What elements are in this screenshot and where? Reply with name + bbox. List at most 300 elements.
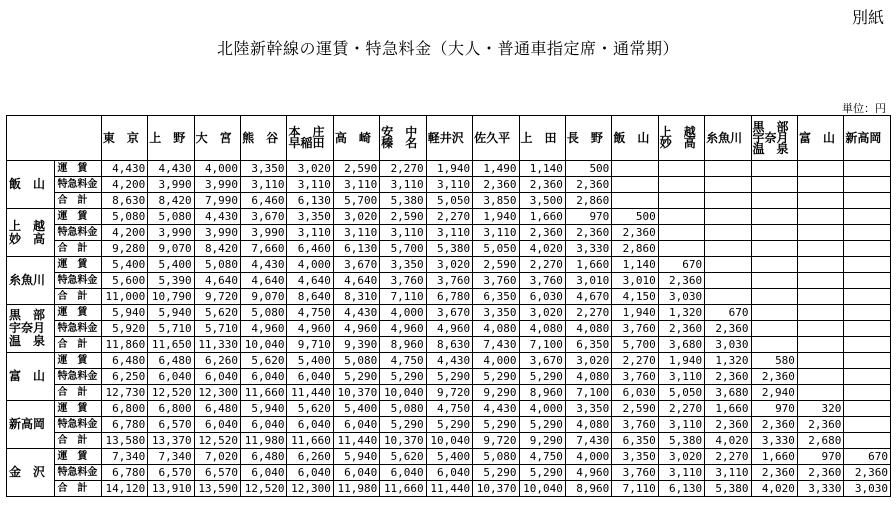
- station-row-header: 飯 山: [7, 161, 55, 209]
- fare-cell: 4,670: [565, 289, 611, 305]
- fare-cell: 4,960: [426, 321, 472, 337]
- fare-cell: 2,270: [380, 161, 426, 177]
- fare-cell: 5,620: [241, 353, 287, 369]
- fare-cell: 3,110: [426, 177, 472, 193]
- column-header: 黒 部 宇奈月 温 泉: [751, 116, 797, 161]
- fare-type-label: 特急料金: [55, 465, 101, 481]
- fare-cell: 970: [565, 209, 611, 225]
- fare-cell: 5,050: [473, 241, 519, 257]
- fare-cell: 3,670: [241, 209, 287, 225]
- fare-cell: 5,080: [194, 257, 240, 273]
- fare-cell: 6,130: [658, 481, 704, 497]
- fare-cell: 3,760: [380, 273, 426, 289]
- fare-cell: 8,420: [148, 193, 194, 209]
- fare-cell: 9,710: [287, 337, 333, 353]
- fare-cell: 6,260: [194, 353, 240, 369]
- fare-type-label: 合 計: [55, 193, 101, 209]
- fare-cell: 8,960: [519, 385, 565, 401]
- fare-cell: 3,020: [333, 209, 379, 225]
- fare-cell: [751, 193, 797, 209]
- column-header: 大 宮: [194, 116, 240, 161]
- fare-cell: [705, 177, 751, 193]
- fare-cell: [797, 369, 843, 385]
- fare-cell: [705, 257, 751, 273]
- fare-cell: 2,360: [797, 465, 843, 481]
- column-header: 上 越 妙 高: [658, 116, 704, 161]
- fare-cell: 5,620: [380, 449, 426, 465]
- fare-cell: 3,850: [473, 193, 519, 209]
- fare-cell: 6,040: [194, 417, 240, 433]
- fare-cell: 5,290: [473, 465, 519, 481]
- fare-cell: 3,760: [612, 465, 658, 481]
- fare-cell: 3,350: [287, 209, 333, 225]
- fare-cell: 6,350: [565, 337, 611, 353]
- fare-cell: 6,800: [101, 401, 147, 417]
- fare-cell: [751, 321, 797, 337]
- fare-cell: 2,270: [426, 209, 472, 225]
- fare-cell: 2,590: [380, 209, 426, 225]
- fare-cell: 7,020: [194, 449, 240, 465]
- fare-cell: 11,440: [287, 385, 333, 401]
- fare-cell: 5,620: [287, 401, 333, 417]
- fare-cell: 5,080: [241, 305, 287, 321]
- fare-cell: [844, 321, 891, 337]
- fare-cell: 7,110: [612, 481, 658, 497]
- table-row: [7, 209, 891, 225]
- fare-type-label: 特急料金: [55, 417, 101, 433]
- fare-cell: 4,430: [426, 353, 472, 369]
- fare-cell: 5,080: [333, 353, 379, 369]
- fare-cell: 5,400: [426, 449, 472, 465]
- fare-cell: 4,750: [426, 401, 472, 417]
- fare-cell: 2,360: [705, 321, 751, 337]
- fare-cell: [844, 305, 891, 321]
- fare-cell: 3,990: [194, 177, 240, 193]
- fare-cell: 7,110: [380, 289, 426, 305]
- column-header: 東 京: [101, 116, 147, 161]
- fare-cell: [844, 417, 891, 433]
- fare-cell: [797, 193, 843, 209]
- table-row: [7, 241, 891, 257]
- fare-cell: 3,110: [473, 225, 519, 241]
- fare-type-label: 特急料金: [55, 369, 101, 385]
- fare-cell: 2,590: [473, 257, 519, 273]
- fare-cell: 10,040: [519, 481, 565, 497]
- fare-cell: 4,000: [287, 257, 333, 273]
- fare-cell: 5,920: [101, 321, 147, 337]
- fare-cell: 3,760: [426, 273, 472, 289]
- fare-cell: [797, 225, 843, 241]
- fare-cell: [844, 337, 891, 353]
- fare-cell: 2,590: [333, 161, 379, 177]
- fare-cell: [658, 209, 704, 225]
- fare-cell: [844, 193, 891, 209]
- column-header: 上 野: [148, 116, 194, 161]
- page-title: 北陸新幹線の運賃・特急料金（大人・普通車指定席・通常期）: [216, 39, 679, 58]
- fare-cell: [844, 257, 891, 273]
- fare-cell: [797, 273, 843, 289]
- fare-cell: 2,360: [519, 225, 565, 241]
- fare-cell: 3,670: [519, 353, 565, 369]
- fare-cell: 3,680: [705, 385, 751, 401]
- fare-cell: 3,350: [380, 257, 426, 273]
- fare-cell: [844, 273, 891, 289]
- fare-cell: 3,760: [473, 273, 519, 289]
- fare-cell: 10,040: [380, 385, 426, 401]
- fare-cell: 11,330: [194, 337, 240, 353]
- fare-cell: 4,640: [194, 273, 240, 289]
- fare-cell: [844, 225, 891, 241]
- fare-cell: 2,940: [751, 385, 797, 401]
- fare-cell: 5,620: [194, 305, 240, 321]
- fare-cell: 2,360: [751, 369, 797, 385]
- fare-cell: 6,460: [287, 241, 333, 257]
- fare-cell: 3,990: [148, 177, 194, 193]
- fare-cell: 12,520: [194, 433, 240, 449]
- fare-cell: 3,030: [705, 337, 751, 353]
- fare-cell: 8,310: [333, 289, 379, 305]
- table-row: [7, 385, 891, 401]
- fare-cell: 5,380: [426, 241, 472, 257]
- fare-cell: 3,990: [241, 225, 287, 241]
- fare-cell: [844, 161, 891, 177]
- fare-cell: 3,760: [612, 417, 658, 433]
- fare-cell: 4,150: [612, 289, 658, 305]
- fare-cell: 8,420: [194, 241, 240, 257]
- fare-cell: 1,940: [658, 353, 704, 369]
- fare-cell: 2,360: [751, 465, 797, 481]
- fare-cell: 6,040: [333, 465, 379, 481]
- fare-cell: 5,050: [658, 385, 704, 401]
- fare-cell: 9,390: [333, 337, 379, 353]
- corner-cell: [7, 116, 102, 161]
- fare-type-label: 合 計: [55, 337, 101, 353]
- fare-cell: 4,080: [519, 321, 565, 337]
- fare-cell: 6,040: [287, 465, 333, 481]
- fare-cell: 6,260: [287, 449, 333, 465]
- fare-cell: 2,360: [473, 177, 519, 193]
- fare-cell: 5,080: [101, 209, 147, 225]
- fare-cell: 670: [705, 305, 751, 321]
- table-row: [7, 177, 891, 193]
- fare-cell: 5,400: [287, 353, 333, 369]
- fare-cell: 6,130: [287, 193, 333, 209]
- fare-cell: 5,940: [148, 305, 194, 321]
- fare-cell: [705, 241, 751, 257]
- fare-cell: 6,030: [519, 289, 565, 305]
- fare-type-label: 運 賃: [55, 353, 101, 369]
- fare-cell: 8,630: [426, 337, 472, 353]
- fare-cell: 3,010: [612, 273, 658, 289]
- fare-cell: 5,600: [101, 273, 147, 289]
- fare-cell: 12,520: [148, 385, 194, 401]
- fare-cell: 5,080: [148, 209, 194, 225]
- fare-cell: [751, 177, 797, 193]
- fare-cell: 1,660: [519, 209, 565, 225]
- fare-cell: 13,580: [101, 433, 147, 449]
- fare-cell: 1,940: [612, 305, 658, 321]
- fare-cell: 13,910: [148, 481, 194, 497]
- fare-type-label: 合 計: [55, 433, 101, 449]
- column-header: 本 庄 早稲田: [287, 116, 333, 161]
- fare-cell: 6,040: [380, 465, 426, 481]
- fare-cell: 5,290: [519, 369, 565, 385]
- fare-cell: [844, 177, 891, 193]
- fare-cell: 12,300: [194, 385, 240, 401]
- fare-cell: 13,590: [194, 481, 240, 497]
- fare-cell: 10,040: [426, 433, 472, 449]
- fare-cell: 4,020: [519, 241, 565, 257]
- column-header: 熊 谷: [241, 116, 287, 161]
- station-row-header: 富 山: [7, 353, 55, 401]
- fare-cell: [844, 433, 891, 449]
- fare-cell: 1,660: [565, 257, 611, 273]
- column-header: 富 山: [797, 116, 843, 161]
- fare-cell: 3,020: [287, 161, 333, 177]
- column-header: 軽井沢: [426, 116, 472, 161]
- fare-cell: 2,360: [705, 417, 751, 433]
- table-row: [7, 289, 891, 305]
- fare-cell: 500: [565, 161, 611, 177]
- fare-cell: 5,380: [380, 193, 426, 209]
- fare-cell: 6,480: [194, 401, 240, 417]
- fare-cell: [705, 161, 751, 177]
- fare-cell: 10,370: [473, 481, 519, 497]
- fare-cell: 3,350: [612, 449, 658, 465]
- fare-type-label: 特急料金: [55, 273, 101, 289]
- fare-cell: 11,650: [148, 337, 194, 353]
- fare-cell: [844, 289, 891, 305]
- fare-cell: 7,660: [241, 241, 287, 257]
- fare-cell: 6,040: [287, 417, 333, 433]
- fare-cell: 10,790: [148, 289, 194, 305]
- fare-cell: [797, 385, 843, 401]
- fare-cell: 3,110: [658, 369, 704, 385]
- fare-cell: 11,660: [380, 481, 426, 497]
- fare-cell: 4,080: [565, 417, 611, 433]
- fare-cell: 4,080: [565, 321, 611, 337]
- fare-type-label: 合 計: [55, 385, 101, 401]
- fare-cell: 3,330: [565, 241, 611, 257]
- fare-cell: [751, 225, 797, 241]
- table-row: [7, 481, 891, 497]
- fare-cell: 6,040: [241, 369, 287, 385]
- fare-cell: 4,200: [101, 225, 147, 241]
- table-row: [7, 193, 891, 209]
- table-row: [7, 273, 891, 289]
- fare-cell: 3,110: [287, 177, 333, 193]
- fare-cell: 2,360: [797, 417, 843, 433]
- fare-cell: 670: [658, 257, 704, 273]
- fare-cell: 14,120: [101, 481, 147, 497]
- fare-cell: 8,630: [101, 193, 147, 209]
- table-row: [7, 369, 891, 385]
- fare-cell: 2,270: [612, 353, 658, 369]
- fare-cell: 5,700: [333, 193, 379, 209]
- table-row: [7, 433, 891, 449]
- fare-cell: 4,430: [194, 209, 240, 225]
- fare-cell: [751, 161, 797, 177]
- fare-cell: 4,080: [565, 369, 611, 385]
- fare-cell: [658, 241, 704, 257]
- fare-cell: [751, 209, 797, 225]
- fare-cell: 6,480: [148, 353, 194, 369]
- table-row: [7, 321, 891, 337]
- fare-cell: 5,940: [241, 401, 287, 417]
- fare-cell: 11,660: [287, 433, 333, 449]
- fare-cell: 2,360: [519, 177, 565, 193]
- fare-cell: [844, 353, 891, 369]
- fare-cell: 5,290: [473, 417, 519, 433]
- attachment-label: 別紙: [851, 8, 884, 27]
- fare-cell: 3,680: [658, 337, 704, 353]
- fare-cell: 2,360: [751, 417, 797, 433]
- fare-cell: 3,330: [797, 481, 843, 497]
- fare-cell: [705, 289, 751, 305]
- fare-cell: 11,980: [241, 433, 287, 449]
- fare-cell: 5,710: [194, 321, 240, 337]
- fare-cell: 11,440: [426, 481, 472, 497]
- fare-cell: 4,960: [241, 321, 287, 337]
- table-row: [7, 353, 891, 369]
- fare-cell: 3,670: [333, 257, 379, 273]
- fare-cell: [658, 225, 704, 241]
- fare-cell: 3,330: [751, 433, 797, 449]
- fare-cell: 970: [751, 401, 797, 417]
- fare-cell: [797, 257, 843, 273]
- fare-cell: 8,640: [287, 289, 333, 305]
- fare-cell: 4,960: [565, 465, 611, 481]
- fare-cell: 970: [797, 449, 843, 465]
- column-header: 佐久平: [473, 116, 519, 161]
- fare-cell: 4,200: [101, 177, 147, 193]
- fare-cell: 580: [751, 353, 797, 369]
- fare-cell: 5,290: [380, 369, 426, 385]
- fare-cell: 3,110: [380, 225, 426, 241]
- fare-cell: 10,370: [333, 385, 379, 401]
- fare-type-label: 運 賃: [55, 209, 101, 225]
- fare-cell: 2,680: [797, 433, 843, 449]
- fare-cell: [844, 401, 891, 417]
- fare-type-label: 合 計: [55, 289, 101, 305]
- fare-type-label: 特急料金: [55, 321, 101, 337]
- fare-cell: 1,940: [473, 209, 519, 225]
- fare-cell: 11,660: [241, 385, 287, 401]
- fare-cell: 3,670: [426, 305, 472, 321]
- fare-cell: 3,020: [519, 305, 565, 321]
- fare-cell: [751, 289, 797, 305]
- station-row-header: 黒 部 宇奈月 温 泉: [7, 305, 55, 353]
- fare-cell: 3,030: [658, 289, 704, 305]
- fare-cell: 3,110: [380, 177, 426, 193]
- fare-cell: 2,270: [565, 305, 611, 321]
- fare-cell: [658, 193, 704, 209]
- fare-cell: [797, 209, 843, 225]
- fare-cell: 3,350: [565, 401, 611, 417]
- fare-cell: 9,720: [426, 385, 472, 401]
- fare-cell: 2,360: [565, 225, 611, 241]
- fare-type-label: 合 計: [55, 241, 101, 257]
- fare-cell: 3,350: [241, 161, 287, 177]
- fare-cell: 5,400: [101, 257, 147, 273]
- fare-cell: 3,760: [612, 369, 658, 385]
- fare-cell: [844, 385, 891, 401]
- fare-cell: 6,040: [241, 465, 287, 481]
- fare-cell: 6,780: [101, 465, 147, 481]
- fare-cell: [797, 241, 843, 257]
- fare-cell: 2,860: [612, 241, 658, 257]
- fare-cell: [751, 257, 797, 273]
- fare-cell: 4,750: [287, 305, 333, 321]
- fare-cell: [797, 337, 843, 353]
- fare-cell: [612, 161, 658, 177]
- fare-cell: 5,380: [658, 433, 704, 449]
- fare-cell: 3,110: [426, 225, 472, 241]
- fare-cell: 4,000: [519, 401, 565, 417]
- fare-cell: 5,050: [426, 193, 472, 209]
- fare-cell: 6,780: [426, 289, 472, 305]
- fare-cell: 11,000: [101, 289, 147, 305]
- fare-cell: [751, 337, 797, 353]
- fare-cell: [797, 161, 843, 177]
- fare-cell: 9,070: [241, 289, 287, 305]
- fare-cell: 9,290: [519, 433, 565, 449]
- fare-cell: 11,860: [101, 337, 147, 353]
- fare-cell: [797, 321, 843, 337]
- fare-cell: [797, 289, 843, 305]
- fare-cell: 6,480: [241, 449, 287, 465]
- unit-label: 単位：円: [842, 102, 886, 115]
- fare-cell: 6,250: [101, 369, 147, 385]
- fare-cell: 5,290: [473, 369, 519, 385]
- fare-cell: 7,990: [194, 193, 240, 209]
- table-row: [7, 225, 891, 241]
- column-header: 新高岡: [844, 116, 891, 161]
- fare-cell: 4,000: [194, 161, 240, 177]
- fare-cell: [705, 193, 751, 209]
- fare-cell: [658, 177, 704, 193]
- fare-cell: [751, 241, 797, 257]
- fare-cell: 6,040: [148, 369, 194, 385]
- fare-cell: [751, 273, 797, 289]
- fare-cell: 3,500: [519, 193, 565, 209]
- fare-cell: 3,020: [565, 353, 611, 369]
- fare-cell: 3,110: [333, 177, 379, 193]
- fare-cell: 6,570: [194, 465, 240, 481]
- fare-cell: 6,800: [148, 401, 194, 417]
- fare-cell: 7,430: [565, 433, 611, 449]
- fare-cell: 3,350: [473, 305, 519, 321]
- column-header: 長 野: [565, 116, 611, 161]
- fare-cell: 4,640: [333, 273, 379, 289]
- fare-cell: 7,340: [148, 449, 194, 465]
- fare-cell: 5,290: [333, 369, 379, 385]
- fare-cell: 6,040: [333, 417, 379, 433]
- fare-cell: 5,290: [426, 369, 472, 385]
- fare-cell: 320: [797, 401, 843, 417]
- fare-cell: 2,360: [658, 273, 704, 289]
- fare-cell: [797, 177, 843, 193]
- fare-cell: 2,360: [658, 321, 704, 337]
- fare-cell: 4,430: [148, 161, 194, 177]
- fare-cell: 4,430: [473, 401, 519, 417]
- fare-cell: 5,700: [380, 241, 426, 257]
- fare-cell: 5,940: [101, 305, 147, 321]
- station-row-header: 金 沢: [7, 449, 55, 497]
- fare-cell: 6,130: [333, 241, 379, 257]
- fare-cell: 11,440: [333, 433, 379, 449]
- fare-cell: 12,300: [287, 481, 333, 497]
